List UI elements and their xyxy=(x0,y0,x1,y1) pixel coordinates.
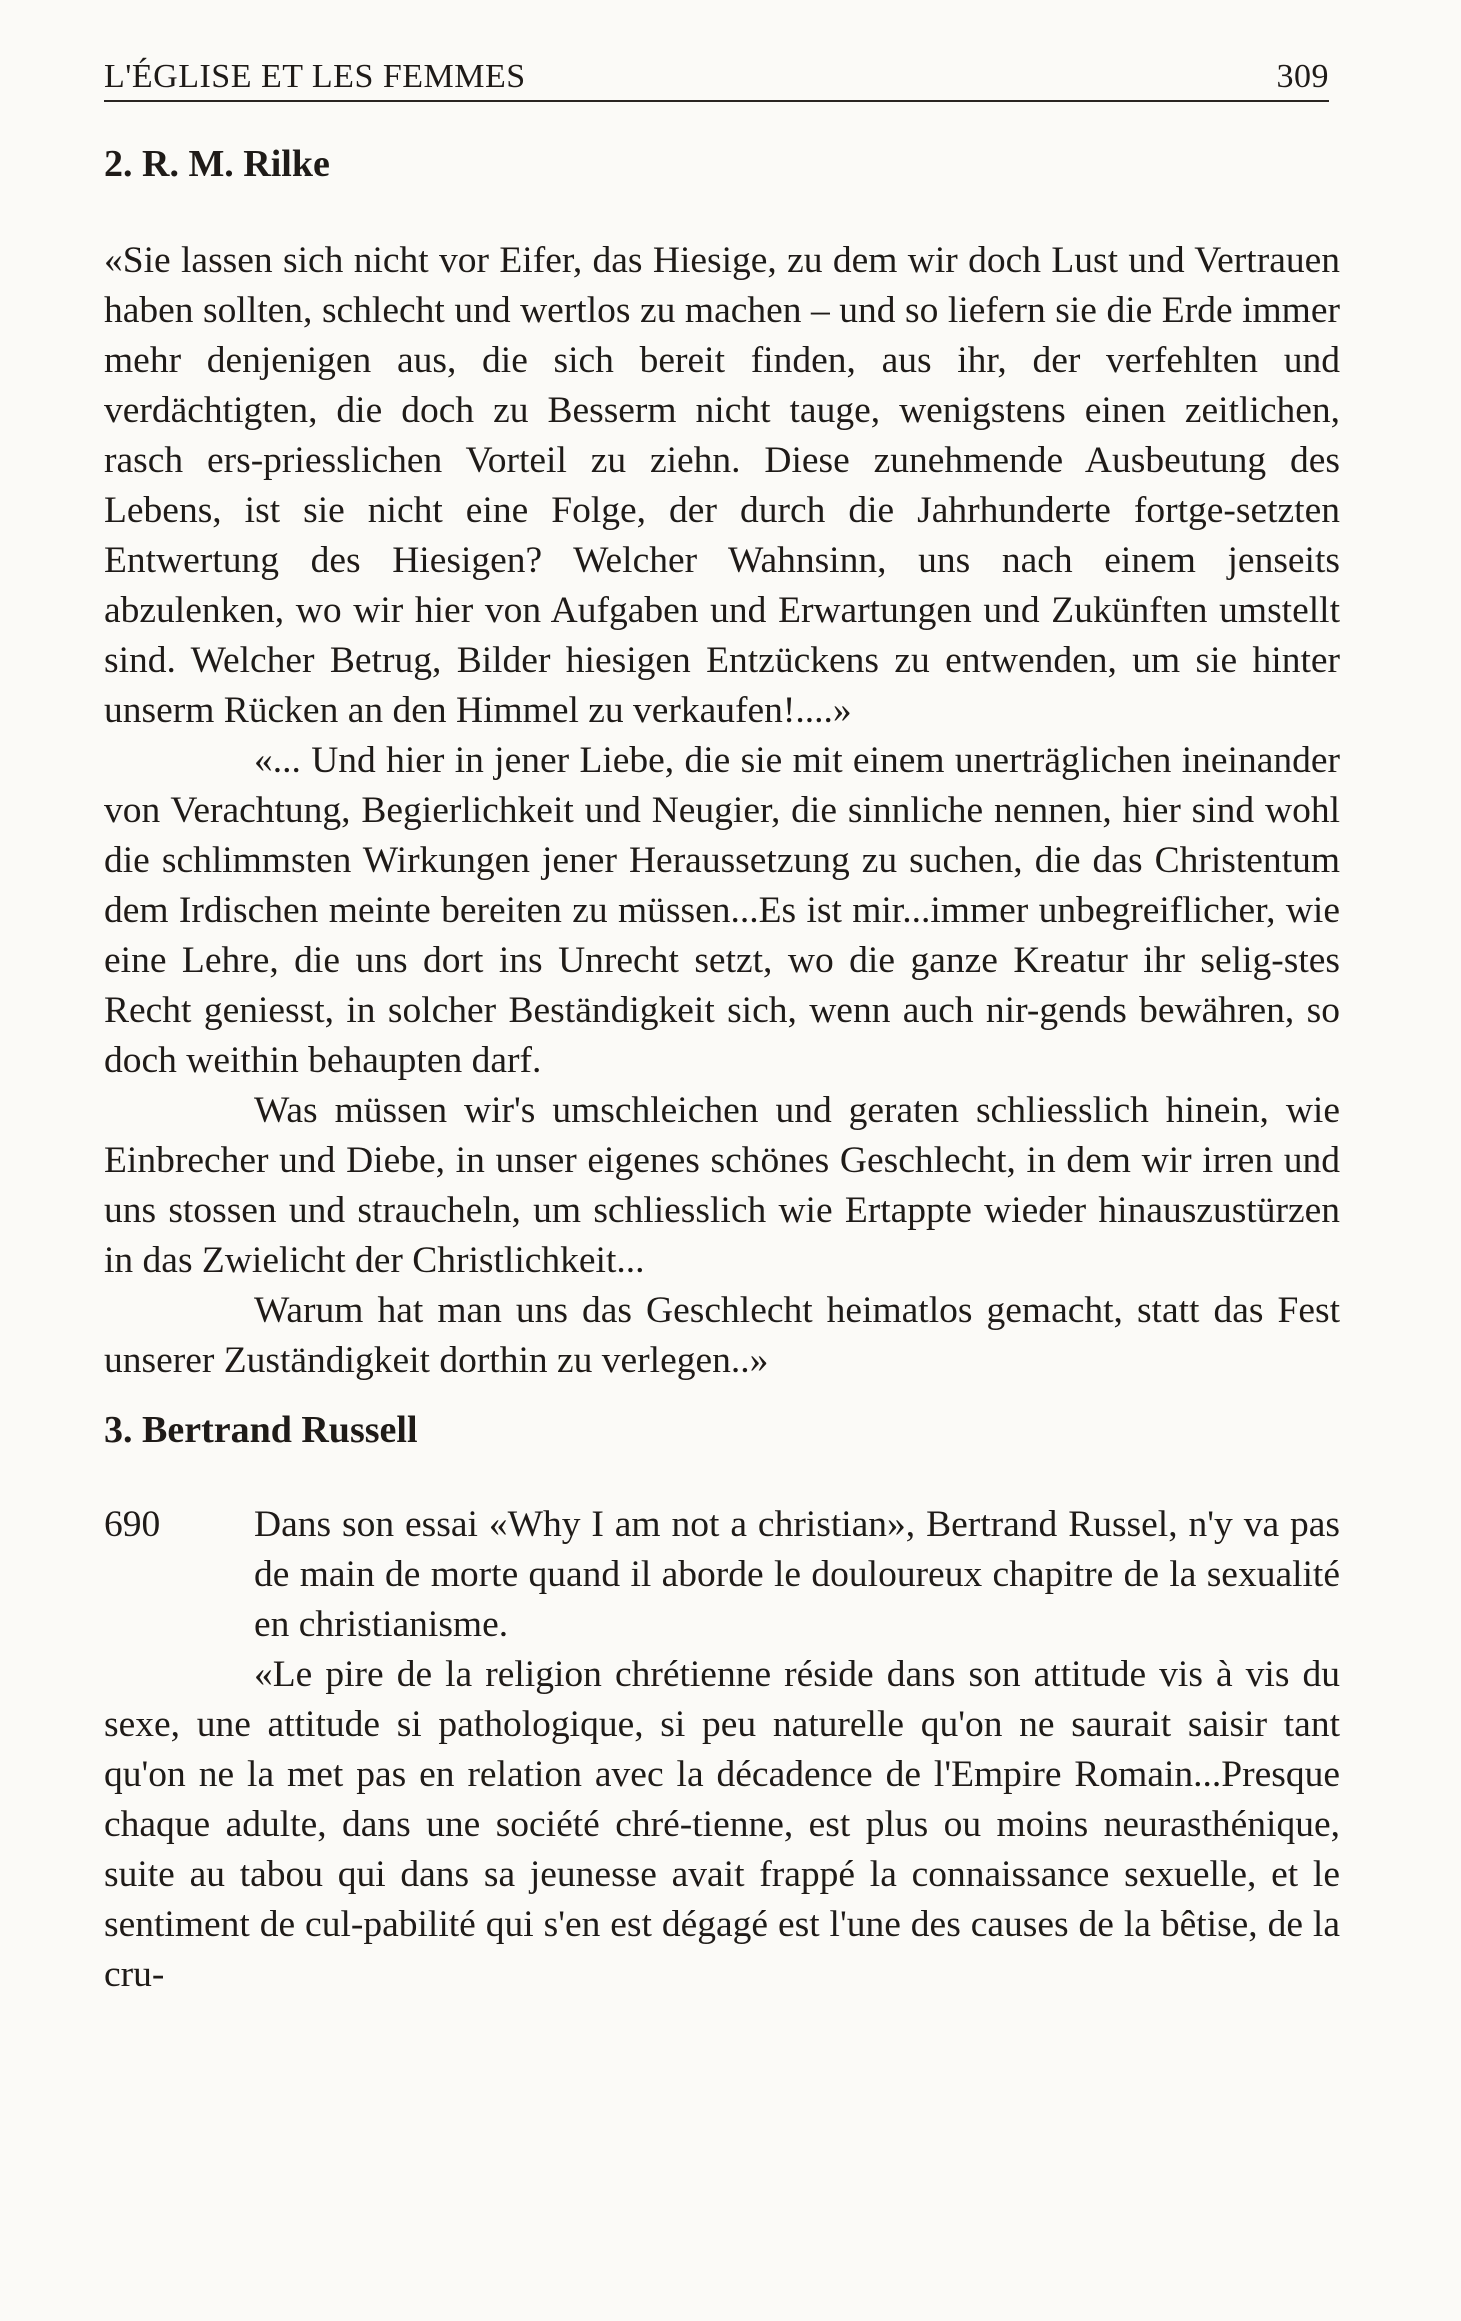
russell-quote-paragraph: «Le pire de la religion chrétienne réside dans son attitude vis à vis du sexe, une attitude si pathologique, si peu naturelle qu'on ne saurait saisir tant qu'on ne la met pas en relation avec la décadence de l'Empire Romain...Presque chaque adulte, dans une société chré-tienne, est plus ou moins neurasthénique, suite au tabou qui dans sa jeunesse avait frappé la connaissance sexuelle, et le sentiment de cul-pabilité qui s'en est dégagé est l'une des causes de la bêtise, de la cru- xyxy=(104,1654,1340,1995)
margin-number: 690 xyxy=(104,1504,161,1545)
section-heading-russell: 3. Bertrand Russell xyxy=(104,1409,418,1451)
section-heading-rilke: 2. R. M. Rilke xyxy=(104,143,330,185)
russell-intro-paragraph-start xyxy=(254,1500,1340,1650)
page-number: 309 xyxy=(1276,58,1329,95)
page-body xyxy=(104,140,1340,2000)
running-head xyxy=(104,58,1329,102)
rilke-quote-paragraph-2: «... Und hier in jener Liebe, die sie mit einem unerträglichen ineinander von Verachtung, Begierlichkeit und Neugier, die sinnliche nennen, hier sind wohl die schlimmsten Wirkungen jener Heraussetzung zu suchen, die das Christentum dem Irdischen meinte bereiten zu müssen...Es ist mir...immer unbegreiflicher, wie eine Lehre, die uns dort ins Unrecht setzt, wo die ganze Kreatur ihr selig-stes Recht geniesst, in solcher Beständigkeit sich, wenn auch nir-gends bewähren, so doch weithin behaupten darf. xyxy=(104,740,1340,1081)
russell-intro-block xyxy=(104,1500,1340,1650)
running-title: L'ÉGLISE ET LES FEMMES xyxy=(104,58,526,95)
rilke-quote-paragraph-1: «Sie lassen sich nicht vor Eifer, das Hiesige, zu dem wir doch Lust und Vertrauen haben sollten, schlecht und wertlos zu machen – und so liefern sie die Erde immer mehr denjenigen aus, die sich bereit finden, aus ihr, der verfehlten und verdächtigten, die doch zu Besserm nicht tauge, wenigstens einen zeitlichen, rasch ers-priesslichen Vorteil zu ziehn. Diese zunehmende Ausbeutung des Lebens, ist sie nicht eine Folge, der durch die Jahrhunderte fortge-setzten Entwertung des Hiesigen? Welcher Wahnsinn, uns nach einem jenseits abzulenken, wo wir hier von Aufgaben und Erwartungen und Zukünften umstellt sind. Welcher Betrug, Bilder hiesigen Entzückens zu entwenden, um sie hinter unserm Rücken an den Himmel zu verkaufen!....» xyxy=(104,240,1340,731)
rilke-quote-paragraph-3: Was müssen wir's umschleichen und geraten schliesslich hinein, wie Einbrecher und Diebe, in unser eigenes schönes Geschlecht, in dem wir irren und uns stossen und straucheln, um schliesslich wie Ertappte wieder hinauszustürzen in das Zwielicht der Christlichkeit... xyxy=(104,1090,1340,1281)
rilke-quote-paragraph-4: Warum hat man uns das Geschlecht heimatlos gemacht, statt das Fest unserer Zuständigkeit dorthin zu verlegen..» xyxy=(104,1290,1340,1381)
russell-intro-text: Dans son essai «Why I am not a christian», Bertrand Russel, n'y va pas de main de morte quand il aborde le douloureux chapitre de la sexualité en christianisme. xyxy=(254,1504,1340,1645)
